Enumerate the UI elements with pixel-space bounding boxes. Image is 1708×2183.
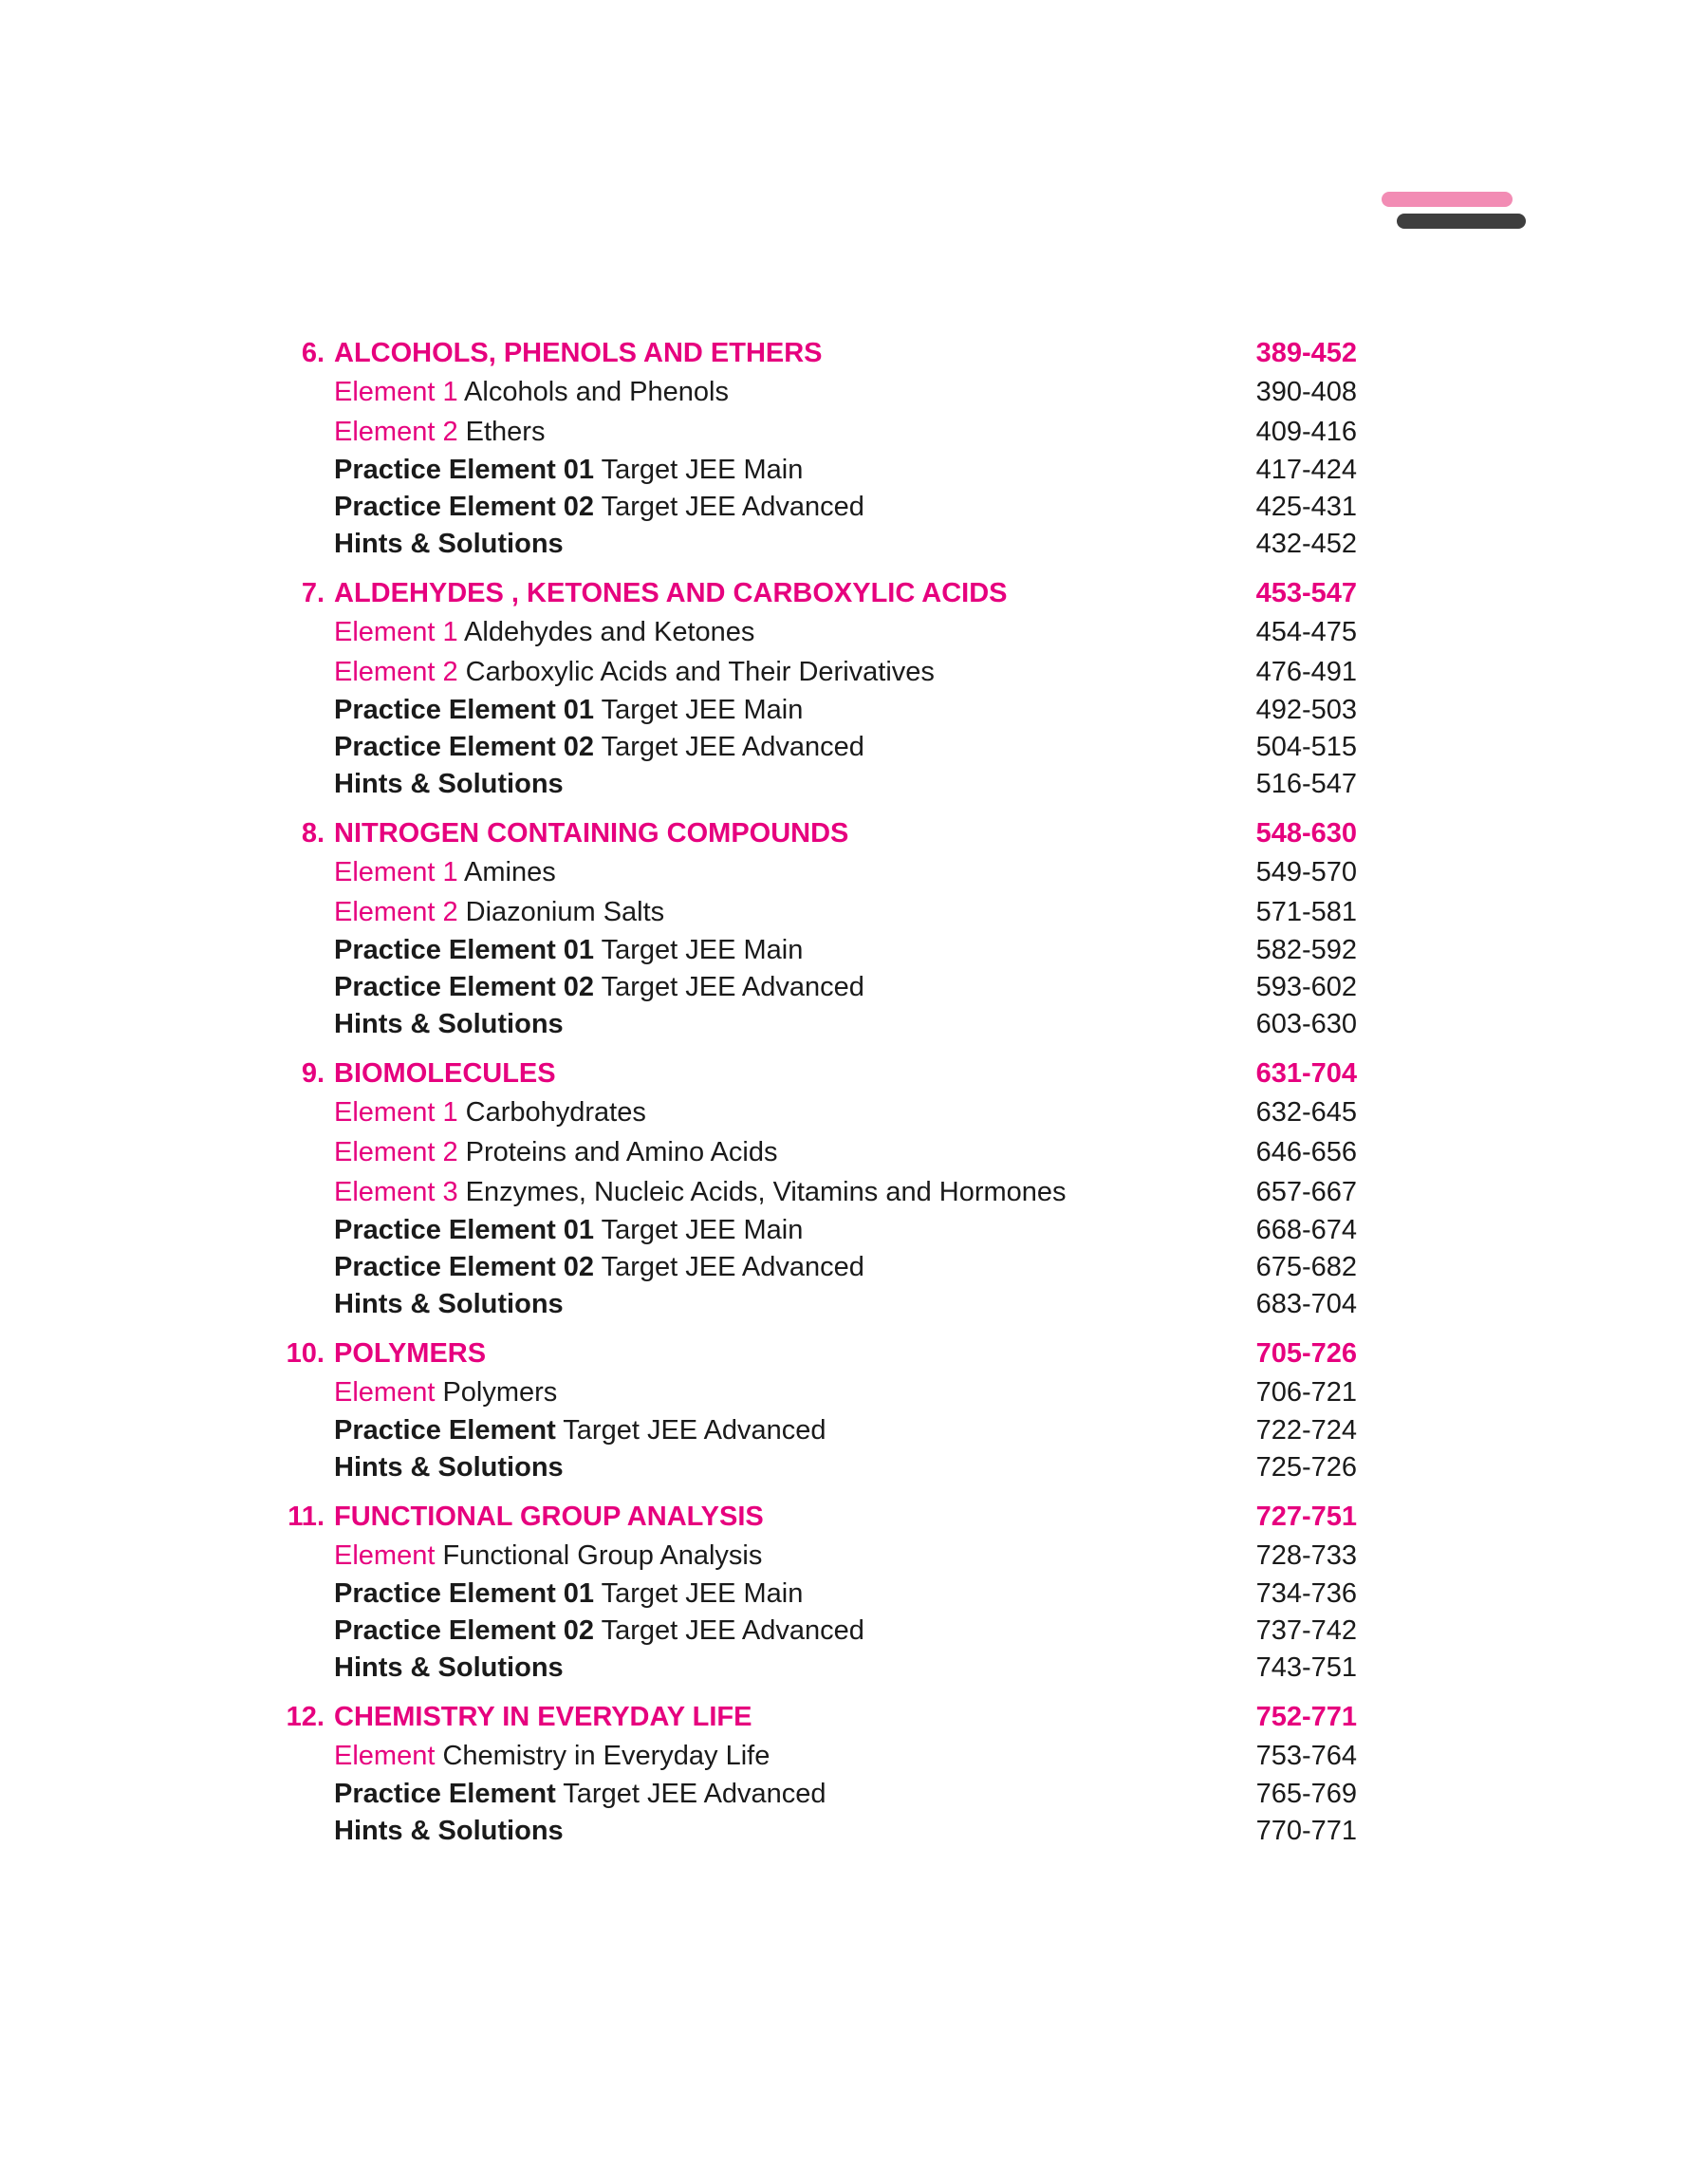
element-pages: 753-764 xyxy=(1255,1741,1357,1771)
element-text xyxy=(334,372,1243,412)
element-name: Functional Group Analysis xyxy=(442,1540,763,1571)
practice-text xyxy=(334,1576,1243,1613)
practice-pages: 675-682 xyxy=(1255,1252,1357,1282)
element-entry[interactable] xyxy=(334,1736,1357,1776)
practice-label: Hints & Solutions xyxy=(334,1289,564,1319)
practice-entry[interactable] xyxy=(334,1449,1357,1486)
practice-entry[interactable] xyxy=(334,1576,1357,1613)
element-text xyxy=(334,852,1243,892)
practice-label: Practice Element 01 xyxy=(334,695,595,725)
practice-entry[interactable] xyxy=(334,1613,1357,1650)
chapter-pages: 752-771 xyxy=(1255,1702,1357,1732)
chapter-number: 9. xyxy=(301,1058,325,1089)
practice-pages: 722-724 xyxy=(1255,1415,1357,1446)
element-name: Carboxylic Acids and Their Derivatives xyxy=(465,657,935,687)
element-name: Carbohydrates xyxy=(465,1097,646,1128)
practice-pages: 737-742 xyxy=(1255,1615,1357,1646)
practice-label: Practice Element xyxy=(334,1415,556,1446)
practice-text xyxy=(334,526,1243,563)
chapter-title: FUNCTIONAL GROUP ANALYSIS xyxy=(334,1502,764,1532)
practice-label: Practice Element 01 xyxy=(334,1578,595,1609)
practice-text xyxy=(334,969,1243,1006)
element-name: Proteins and Amino Acids xyxy=(465,1137,778,1167)
practice-entry[interactable] xyxy=(334,452,1357,489)
element-label: Element 1 xyxy=(334,617,458,647)
element-entry[interactable] xyxy=(334,372,1357,412)
practice-pages: 516-547 xyxy=(1255,769,1357,799)
chapter-number: 11. xyxy=(288,1502,325,1532)
element-name: Polymers xyxy=(442,1377,558,1408)
practice-text xyxy=(334,1006,1243,1043)
element-name: Aldehydes and Ketones xyxy=(464,617,755,647)
practice-target: Target JEE Main xyxy=(601,695,804,725)
chapter-pages: 453-547 xyxy=(1255,578,1357,608)
element-text xyxy=(334,412,1243,452)
practice-pages: 683-704 xyxy=(1255,1289,1357,1319)
practice-pages: 492-503 xyxy=(1255,695,1357,725)
chapter-section xyxy=(266,814,1357,1043)
practice-text xyxy=(334,1249,1243,1286)
element-entry[interactable] xyxy=(334,412,1357,452)
practice-entry[interactable] xyxy=(334,1286,1357,1323)
element-entry[interactable] xyxy=(334,652,1357,692)
practice-label: Hints & Solutions xyxy=(334,1816,564,1846)
practice-text xyxy=(334,1412,1243,1449)
element-name: Ethers xyxy=(465,417,546,447)
chapter-heading[interactable] xyxy=(266,814,1357,852)
element-text xyxy=(334,652,1243,692)
element-name: Chemistry in Everyday Life xyxy=(442,1741,770,1771)
practice-label: Practice Element 01 xyxy=(334,1215,595,1245)
element-name: Amines xyxy=(464,857,556,887)
practice-entry[interactable] xyxy=(334,692,1357,729)
chapter-title: ALDEHYDES , KETONES AND CARBOXYLIC ACIDS xyxy=(334,578,1008,608)
practice-entry[interactable] xyxy=(334,1212,1357,1249)
practice-text xyxy=(334,1650,1243,1687)
practice-label: Practice Element xyxy=(334,1779,556,1809)
element-entry[interactable] xyxy=(334,1372,1357,1412)
element-label: Element 2 xyxy=(334,1137,458,1167)
element-label: Element 1 xyxy=(334,1097,458,1128)
practice-text xyxy=(334,692,1243,729)
element-text xyxy=(334,612,1243,652)
practice-entry[interactable] xyxy=(334,1249,1357,1286)
element-pages: 454-475 xyxy=(1255,617,1357,647)
element-entry[interactable] xyxy=(334,1092,1357,1132)
practice-pages: 725-726 xyxy=(1255,1452,1357,1483)
chapter-heading[interactable] xyxy=(266,1334,1357,1372)
practice-target: Target JEE Main xyxy=(601,1215,804,1245)
chapter-number: 12. xyxy=(286,1702,325,1732)
decorative-pink-bar xyxy=(1382,192,1513,207)
practice-target: Target JEE Advanced xyxy=(563,1415,826,1446)
practice-target: Target JEE Advanced xyxy=(601,1615,864,1646)
practice-label: Practice Element 02 xyxy=(334,972,595,1002)
practice-label: Practice Element 01 xyxy=(334,455,595,485)
practice-entry[interactable] xyxy=(334,932,1357,969)
element-label: Element 2 xyxy=(334,657,458,687)
practice-text xyxy=(334,729,1243,766)
element-text xyxy=(334,1132,1243,1172)
element-text xyxy=(334,1372,1243,1412)
chapter-title: BIOMOLECULES xyxy=(334,1058,556,1089)
chapter-section xyxy=(266,334,1357,563)
practice-pages: 504-515 xyxy=(1255,732,1357,762)
element-label: Element 3 xyxy=(334,1177,458,1207)
element-entry[interactable] xyxy=(334,1172,1357,1212)
practice-entry[interactable] xyxy=(334,1776,1357,1813)
chapter-number: 8. xyxy=(301,818,325,849)
practice-text xyxy=(334,1813,1243,1850)
practice-target: Target JEE Main xyxy=(601,1578,804,1609)
practice-text xyxy=(334,766,1243,803)
practice-entry[interactable] xyxy=(334,969,1357,1006)
practice-label: Hints & Solutions xyxy=(334,1652,564,1683)
practice-text xyxy=(334,1776,1243,1813)
chapter-number: 6. xyxy=(301,338,325,368)
practice-entry[interactable] xyxy=(334,489,1357,526)
practice-text xyxy=(334,489,1243,526)
decorative-dark-bar xyxy=(1397,214,1526,229)
element-label: Element xyxy=(334,1377,436,1408)
practice-target: Target JEE Advanced xyxy=(601,1252,864,1282)
chapter-heading[interactable] xyxy=(266,1498,1357,1536)
practice-text xyxy=(334,1212,1243,1249)
practice-label: Hints & Solutions xyxy=(334,769,564,799)
practice-target: Target JEE Advanced xyxy=(601,732,864,762)
element-pages: 657-667 xyxy=(1255,1177,1357,1207)
practice-pages: 582-592 xyxy=(1255,935,1357,965)
practice-text xyxy=(334,932,1243,969)
practice-text xyxy=(334,1449,1243,1486)
chapter-section xyxy=(266,1054,1357,1323)
element-entry[interactable] xyxy=(334,1132,1357,1172)
element-label: Element 1 xyxy=(334,377,458,407)
practice-entry[interactable] xyxy=(334,766,1357,803)
practice-entry[interactable] xyxy=(334,729,1357,766)
practice-entry[interactable] xyxy=(334,526,1357,563)
practice-label: Hints & Solutions xyxy=(334,529,564,559)
element-name: Diazonium Salts xyxy=(465,897,665,927)
chapter-pages: 631-704 xyxy=(1255,1058,1357,1089)
element-label: Element xyxy=(334,1540,436,1571)
element-label: Element 2 xyxy=(334,897,458,927)
practice-label: Hints & Solutions xyxy=(334,1009,564,1039)
practice-pages: 743-751 xyxy=(1255,1652,1357,1683)
practice-entry[interactable] xyxy=(334,1006,1357,1043)
chapter-number: 7. xyxy=(301,578,325,608)
element-pages: 409-416 xyxy=(1255,417,1357,447)
element-pages: 632-645 xyxy=(1255,1097,1357,1128)
element-label: Element 2 xyxy=(334,417,458,447)
practice-label: Practice Element 02 xyxy=(334,1252,595,1282)
chapter-section xyxy=(266,574,1357,803)
practice-pages: 668-674 xyxy=(1255,1215,1357,1245)
element-pages: 549-570 xyxy=(1255,857,1357,887)
element-pages: 728-733 xyxy=(1255,1540,1357,1571)
practice-label: Hints & Solutions xyxy=(334,1452,564,1483)
element-text xyxy=(334,1536,1243,1576)
practice-text xyxy=(334,452,1243,489)
chapter-section xyxy=(266,1498,1357,1687)
practice-target: Target JEE Advanced xyxy=(563,1779,826,1809)
element-pages: 706-721 xyxy=(1255,1377,1357,1408)
practice-pages: 734-736 xyxy=(1255,1578,1357,1609)
chapter-title: ALCOHOLS, PHENOLS AND ETHERS xyxy=(334,338,823,368)
element-pages: 476-491 xyxy=(1255,657,1357,687)
element-pages: 646-656 xyxy=(1255,1137,1357,1167)
chapter-title: POLYMERS xyxy=(334,1338,487,1369)
chapter-section xyxy=(266,1698,1357,1850)
practice-entry[interactable] xyxy=(334,1412,1357,1449)
chapter-title: CHEMISTRY IN EVERYDAY LIFE xyxy=(334,1702,752,1732)
practice-target: Target JEE Main xyxy=(601,935,804,965)
element-name: Enzymes, Nucleic Acids, Vitamins and Hormones xyxy=(465,1177,1067,1207)
practice-pages: 425-431 xyxy=(1255,492,1357,522)
element-name: Alcohols and Phenols xyxy=(464,377,729,407)
practice-target: Target JEE Main xyxy=(601,455,804,485)
chapter-pages: 389-452 xyxy=(1255,338,1357,368)
chapter-section xyxy=(266,1334,1357,1486)
practice-target: Target JEE Advanced xyxy=(601,972,864,1002)
practice-entry[interactable] xyxy=(334,1813,1357,1850)
chapter-pages: 705-726 xyxy=(1255,1338,1357,1369)
practice-pages: 770-771 xyxy=(1255,1816,1357,1846)
chapter-pages: 727-751 xyxy=(1255,1502,1357,1532)
element-entry[interactable] xyxy=(334,612,1357,652)
practice-pages: 765-769 xyxy=(1255,1779,1357,1809)
element-entry[interactable] xyxy=(334,852,1357,892)
practice-label: Practice Element 02 xyxy=(334,492,595,522)
element-text xyxy=(334,1736,1243,1776)
element-entry[interactable] xyxy=(334,1536,1357,1576)
chapter-heading[interactable] xyxy=(266,1054,1357,1092)
practice-entry[interactable] xyxy=(334,1650,1357,1687)
chapter-heading[interactable] xyxy=(266,334,1357,372)
chapter-title: NITROGEN CONTAINING COMPOUNDS xyxy=(334,818,849,849)
chapter-pages: 548-630 xyxy=(1255,818,1357,849)
element-text xyxy=(334,1092,1243,1132)
practice-text xyxy=(334,1286,1243,1323)
practice-target: Target JEE Advanced xyxy=(601,492,864,522)
practice-pages: 603-630 xyxy=(1255,1009,1357,1039)
practice-label: Practice Element 01 xyxy=(334,935,595,965)
practice-label: Practice Element 02 xyxy=(334,1615,595,1646)
element-text xyxy=(334,892,1243,932)
element-pages: 390-408 xyxy=(1255,377,1357,407)
practice-text xyxy=(334,1613,1243,1650)
chapter-heading[interactable] xyxy=(266,574,1357,612)
practice-label: Practice Element 02 xyxy=(334,732,595,762)
practice-pages: 432-452 xyxy=(1255,529,1357,559)
practice-pages: 593-602 xyxy=(1255,972,1357,1002)
chapter-number: 10. xyxy=(286,1338,325,1369)
element-label: Element 1 xyxy=(334,857,458,887)
practice-pages: 417-424 xyxy=(1255,455,1357,485)
chapter-heading[interactable] xyxy=(266,1698,1357,1736)
element-pages: 571-581 xyxy=(1255,897,1357,927)
element-text xyxy=(334,1172,1243,1212)
element-label: Element xyxy=(334,1741,436,1771)
table-of-contents xyxy=(266,334,1357,1861)
element-entry[interactable] xyxy=(334,892,1357,932)
